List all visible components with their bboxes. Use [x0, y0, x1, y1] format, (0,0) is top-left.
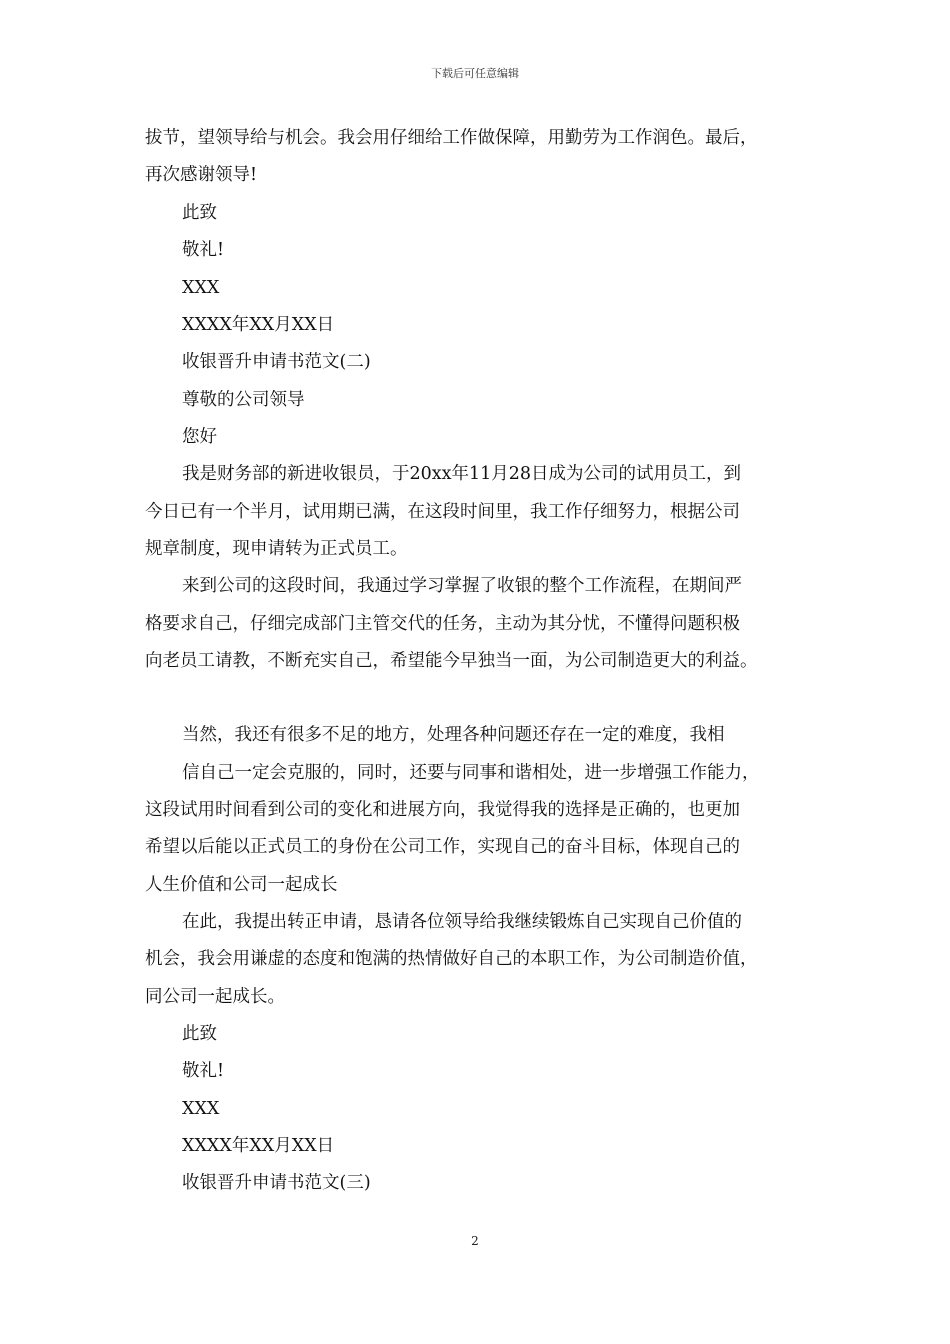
greeting: 您好	[182, 427, 217, 447]
signature-name: XXX	[182, 1099, 220, 1119]
section-title: 收银晋升申请书范文(三)	[182, 1173, 371, 1193]
paragraph-line: 我是财务部的新进收银员，于20xx年11月28日成为公司的试用员工，到	[182, 464, 742, 484]
paragraph-line: 再次感谢领导!	[145, 165, 258, 185]
paragraph-line: 在此，我提出转正申请，恳请各位领导给我继续锻炼自己实现自己价值的	[182, 912, 742, 932]
paragraph-line: 向老员工请教，不断充实自己，希望能今早独当一面，为公司制造更大的利益。	[145, 651, 758, 671]
section-title: 收银晋升申请书范文(二)	[182, 352, 371, 372]
paragraph-line: 当然，我还有很多不足的地方，处理各种问题还存在一定的难度，我相	[182, 725, 725, 745]
paragraph-line: 机会，我会用谦虚的态度和饱满的热情做好自己的本职工作，为公司制造价值，	[145, 949, 758, 969]
closing-salutation: 敬礼!	[182, 240, 225, 260]
paragraph-line: 拔节，望领导给与机会。我会用仔细给工作做保障，用勤劳为工作润色。最后，	[145, 128, 758, 148]
paragraph-line: 人生价值和公司一起成长	[145, 875, 338, 895]
paragraph-line: 信自己一定会克服的，同时，还要与同事和谐相处，进一步增强工作能力，	[182, 763, 760, 783]
paragraph-line: 希望以后能以正式员工的身份在公司工作，实现自己的奋斗目标，体现自己的	[145, 837, 740, 857]
page-number: 2	[471, 1234, 479, 1248]
signature-date: XXXX年XX月XX日	[182, 1136, 335, 1156]
page-header: 下载后可任意编辑	[431, 67, 519, 80]
greeting: 尊敬的公司领导	[182, 390, 305, 410]
paragraph-line: 同公司一起成长。	[145, 987, 285, 1007]
paragraph-line: 格要求自己，仔细完成部门主管交代的任务，主动为其分忧，不懂得问题积极	[145, 614, 740, 634]
paragraph-line: 来到公司的这段时间，我通过学习掌握了收银的整个工作流程，在期间严	[182, 576, 742, 596]
signature-date: XXXX年XX月XX日	[182, 315, 335, 335]
closing-salutation: 此致	[182, 203, 217, 223]
paragraph-line: 这段试用时间看到公司的变化和进展方向，我觉得我的选择是正确的，也更加	[145, 800, 740, 820]
closing-salutation: 此致	[182, 1024, 217, 1044]
signature-name: XXX	[182, 278, 220, 298]
closing-salutation: 敬礼!	[182, 1061, 225, 1081]
paragraph-line: 规章制度，现申请转为正式员工。	[145, 539, 408, 559]
paragraph-line: 今日已有一个半月，试用期已满，在这段时间里，我工作仔细努力，根据公司	[145, 502, 740, 522]
